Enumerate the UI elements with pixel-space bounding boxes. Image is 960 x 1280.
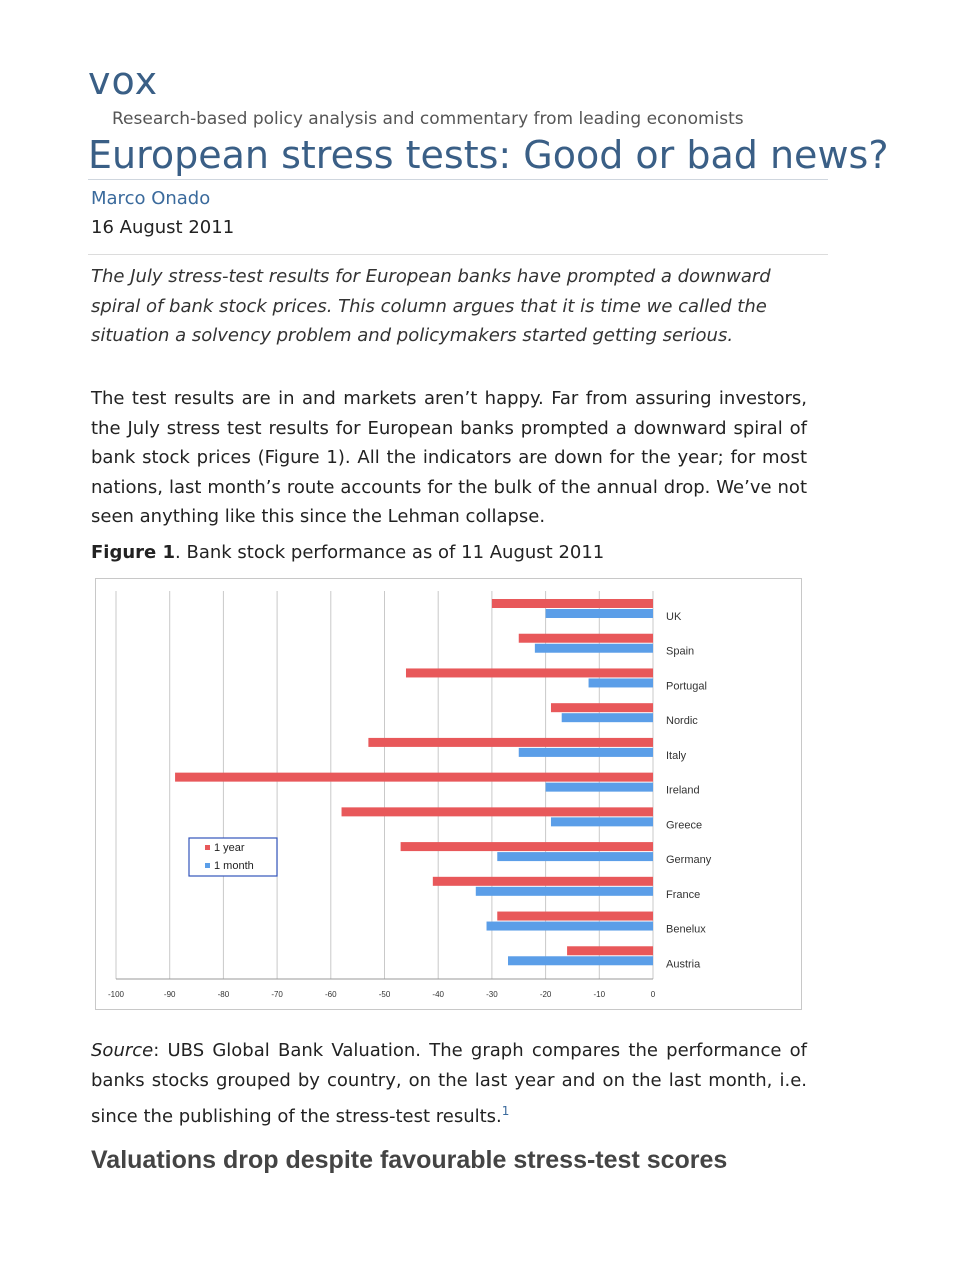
x-tick-label: -50 — [378, 990, 391, 999]
x-tick-label: -60 — [325, 990, 337, 999]
bar-austria-1-month — [508, 956, 653, 965]
x-tick-label: -80 — [217, 990, 230, 999]
x-tick-label: -10 — [593, 990, 606, 999]
source-text: : UBS Global Bank Valuation. The graph compares the performance of banks stocks grouped by country, on the last year and on the last month, i.e. since the publishing of the stress-test results. — [91, 1040, 807, 1127]
bar-germany-1-month — [497, 852, 653, 861]
x-tick-label: -30 — [486, 990, 498, 999]
bar-france-1-year — [433, 877, 653, 886]
x-tick-label: 0 — [650, 990, 656, 999]
bar-greece-1-month — [551, 817, 653, 826]
site-logo[interactable]: vox — [88, 59, 159, 103]
publish-date: 16 August 2011 — [91, 217, 235, 238]
bar-france-1-month — [476, 887, 653, 896]
bar-greece-1-year — [342, 807, 653, 816]
x-tick-label: -90 — [163, 990, 176, 999]
category-label: France — [666, 888, 701, 901]
bar-benelux-1-year — [497, 912, 653, 921]
body-paragraph: The test results are in and markets aren’t happy. Far from assuring investors, the July stress test results for European banks prompted a downward spiral of bank stock prices (Figure 1). All the indicators are down for the year; for most nations, last month’s route accounts for the bulk of the annual drop. We’ve not seen anything like this since the Lehman collapse. — [91, 388, 807, 527]
bar-ireland-1-year — [175, 773, 653, 782]
bar-portugal-1-year — [406, 668, 653, 677]
category-label: Greece — [666, 819, 703, 832]
figure-source — [91, 1036, 807, 1132]
bar-italy-1-month — [519, 748, 653, 757]
x-tick-label: -70 — [271, 990, 283, 999]
section-heading: Valuations drop despite favourable stress-test scores — [91, 1146, 728, 1174]
author-link[interactable]: Marco Onado — [91, 188, 211, 209]
chart-svg — [96, 579, 801, 1009]
footnote-link[interactable]: 1 — [501, 1104, 510, 1118]
category-label: Portugal — [666, 680, 707, 693]
category-label: Nordic — [666, 715, 698, 728]
bar-spain-1-month — [535, 644, 653, 653]
bar-ireland-1-month — [546, 783, 653, 792]
figure-caption-text: . Bank stock performance as of 11 August 2011 — [175, 542, 605, 563]
bar-uk-1-year — [492, 599, 653, 608]
article-title: European stress tests: Good or bad news? — [88, 133, 889, 177]
x-tick-label: -20 — [539, 990, 552, 999]
legend-swatch — [205, 863, 210, 868]
category-label: Ireland — [666, 784, 700, 797]
bar-portugal-1-month — [589, 678, 653, 687]
title-divider — [88, 179, 828, 180]
bar-nordic-1-month — [562, 713, 653, 722]
bar-spain-1-year — [519, 634, 653, 643]
category-label: UK — [666, 611, 682, 623]
site-tagline: Research-based policy analysis and commentary from leading economists — [112, 109, 744, 129]
bar-chart — [95, 578, 802, 1010]
x-tick-label: -40 — [432, 990, 444, 999]
bar-italy-1-year — [368, 738, 653, 747]
category-label: Benelux — [666, 923, 706, 936]
source-label: Source — [91, 1040, 154, 1061]
article-abstract: The July stress-test results for European banks have prompted a downward spiral of bank stock prices. This column argues that it is time we called the situation a solvency problem and policymakers started getting serious. — [91, 266, 771, 346]
x-tick-label: -100 — [107, 990, 125, 999]
figure-label: Figure 1 — [91, 542, 176, 563]
abstract-divider — [88, 254, 828, 255]
figure-caption — [91, 542, 604, 563]
bar-uk-1-month — [546, 609, 653, 618]
legend-swatch — [205, 845, 210, 850]
legend-label: 1 year — [214, 842, 245, 854]
bar-benelux-1-month — [487, 922, 653, 931]
category-label: Germany — [666, 854, 712, 867]
category-label: Austria — [666, 958, 701, 971]
category-label: Italy — [666, 749, 687, 762]
bar-germany-1-year — [401, 842, 653, 851]
legend-label: 1 month — [214, 860, 254, 872]
category-label: Spain — [666, 645, 695, 658]
bar-nordic-1-year — [551, 703, 653, 712]
bar-austria-1-year — [567, 946, 653, 955]
